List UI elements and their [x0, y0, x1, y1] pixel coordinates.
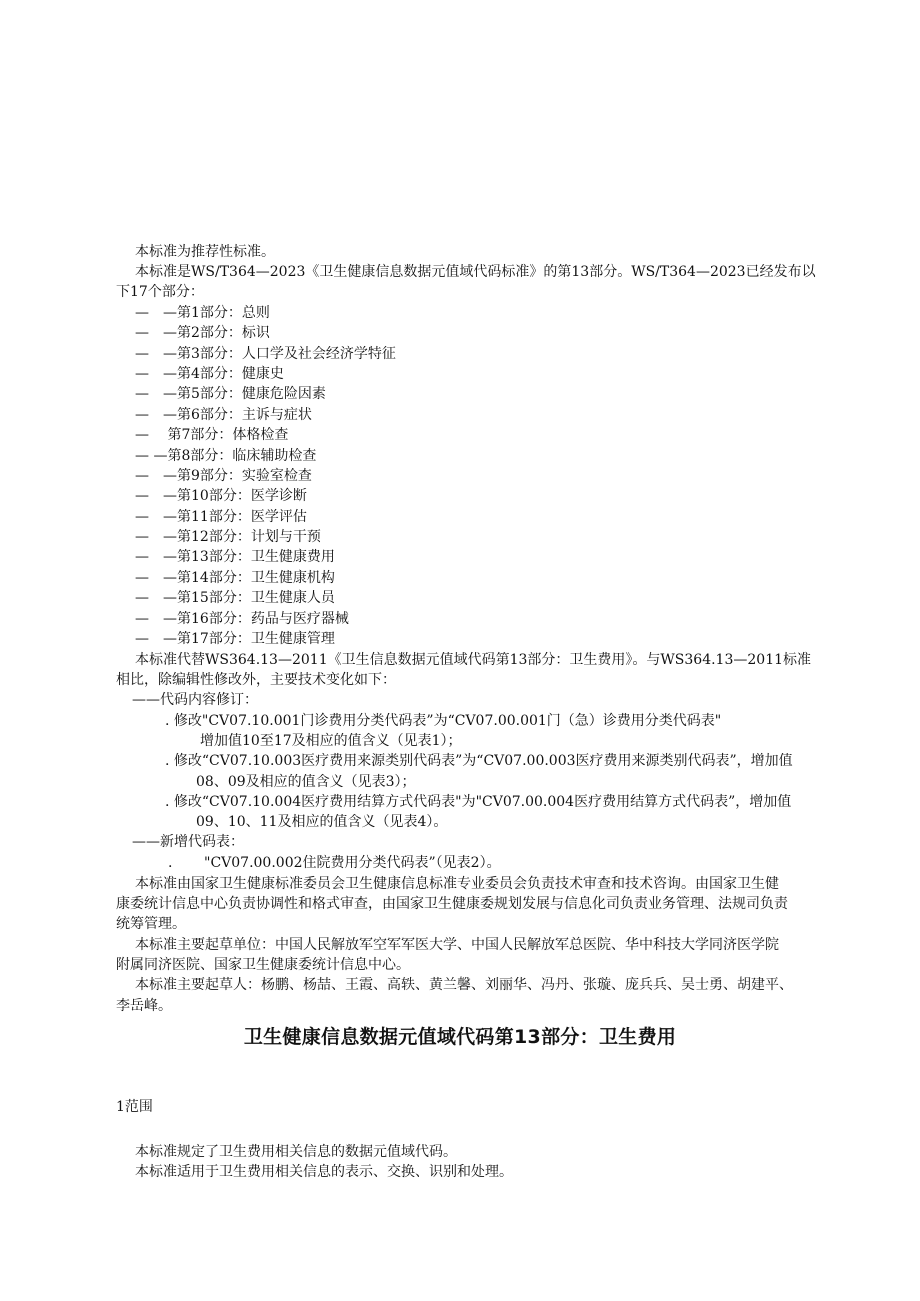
- parts-list-item: — —第4部分：健康史: [135, 366, 284, 382]
- revision-item-cont: 09、10、11及相应的值含义（见表4）。: [196, 814, 448, 830]
- parts-list-item: — —第8部分：临床辅助检查: [135, 448, 317, 464]
- foreword-drafters: 本标准主要起草人：杨鹏、杨喆、王霞、高轶、黄兰馨、刘丽华、冯丹、张璇、庞兵兵、吴士勇、胡建平、: [135, 977, 793, 993]
- foreword-part-of-series: 本标准是WS/T364—2023《卫生健康信息数据元值域代码标准》的第13部分。WS/T364—2023已经发布以: [135, 264, 816, 280]
- foreword-review: 本标准由国家卫生健康标准委员会卫生健康信息标准专业委员会负责技术审查和技术咨询。由国家卫生健: [135, 876, 779, 892]
- parts-list-item: — 第7部分：体格检查: [135, 427, 289, 443]
- document-title: 卫生健康信息数据元值域代码第13部分：卫生费用: [243, 1026, 677, 1048]
- new-table-header: ——新增代码表：: [132, 834, 244, 850]
- revision-item: . 修改“CV07.10.004医疗费用结算方式代码表"为"CV07.00.004医疗费用结算方式代码表”，增加值: [165, 794, 792, 810]
- parts-list-item: — —第5部分：健康危险因素: [135, 386, 326, 402]
- parts-list-item: — —第16部分：药品与医疗器械: [135, 611, 349, 627]
- foreword-replaces-cont: 相比，除编辑性修改外，主要技术变化如下：: [116, 672, 396, 688]
- foreword-review-cont: 康委统计信息中心负责协调性和格式审查，由国家卫生健康委规划发展与信息化司负责业务管理、法规司负责: [116, 896, 788, 912]
- revision-item: . 修改"CV07.10.001门诊费用分类代码表”为“CV07.00.001门（急）诊费用分类代码表": [165, 713, 722, 729]
- parts-list-item: — —第14部分：卫生健康机构: [135, 570, 335, 586]
- new-table-item: "CV07.00.002住院费用分类代码表”（见表2）。: [204, 855, 501, 871]
- foreword-part-of-series-cont: 下17个部分：: [116, 284, 204, 300]
- parts-list-item: — —第2部分：标识: [135, 325, 270, 341]
- parts-list-item: — —第1部分：总则: [135, 305, 270, 321]
- scope-paragraph: 本标准规定了卫生费用相关信息的数据元值域代码。: [135, 1144, 457, 1160]
- parts-list-item: — —第11部分：医学评估: [135, 509, 307, 525]
- revision-item-cont: 增加值10至17及相应的值含义（见表1）；: [200, 733, 462, 749]
- foreword-drafting-units-cont: 附属同济医院、国家卫生健康委统计信息中心。: [116, 957, 410, 973]
- foreword-recommended: 本标准为推荐性标准。: [135, 244, 275, 260]
- revision-item: . 修改“CV07.10.003医疗费用来源类别代码表”为“CV07.00.003医疗费用来源类别代码表”，增加值: [165, 753, 793, 769]
- foreword-review-cont: 统筹管理。: [116, 916, 186, 932]
- scope-paragraph: 本标准适用于卫生费用相关信息的表示、交换、识别和处理。: [135, 1164, 513, 1180]
- parts-list-item: — —第13部分：卫生健康费用: [135, 549, 335, 565]
- parts-list-item: — —第3部分：人口学及社会经济学特征: [135, 346, 396, 362]
- parts-list-item: — —第17部分：卫生健康管理: [135, 631, 335, 647]
- foreword-replaces: 本标准代替WS364.13—2011《卫生信息数据元值域代码第13部分：卫生费用》。与WS364.13—2011标准: [135, 652, 812, 668]
- section-heading-scope: 1范围: [116, 1099, 153, 1115]
- parts-list-item: — —第9部分：实验室检查: [135, 468, 312, 484]
- parts-list-item: — —第12部分：计划与干预: [135, 529, 321, 545]
- parts-list-item: — —第10部分：医学诊断: [135, 488, 307, 504]
- revision-header: ——代码内容修订：: [132, 692, 258, 708]
- new-table-bullet: .: [168, 855, 173, 871]
- parts-list-item: — —第6部分：主诉与症状: [135, 407, 312, 423]
- foreword-drafting-units: 本标准主要起草单位：中国人民解放军空军军医大学、中国人民解放军总医院、华中科技大学同济医学院: [135, 937, 779, 953]
- revision-item-cont: 08、09及相应的值含义（见表3）；: [196, 774, 416, 790]
- foreword-drafters-cont: 李岳峰。: [116, 998, 172, 1014]
- parts-list-item: — —第15部分：卫生健康人员: [135, 590, 335, 606]
